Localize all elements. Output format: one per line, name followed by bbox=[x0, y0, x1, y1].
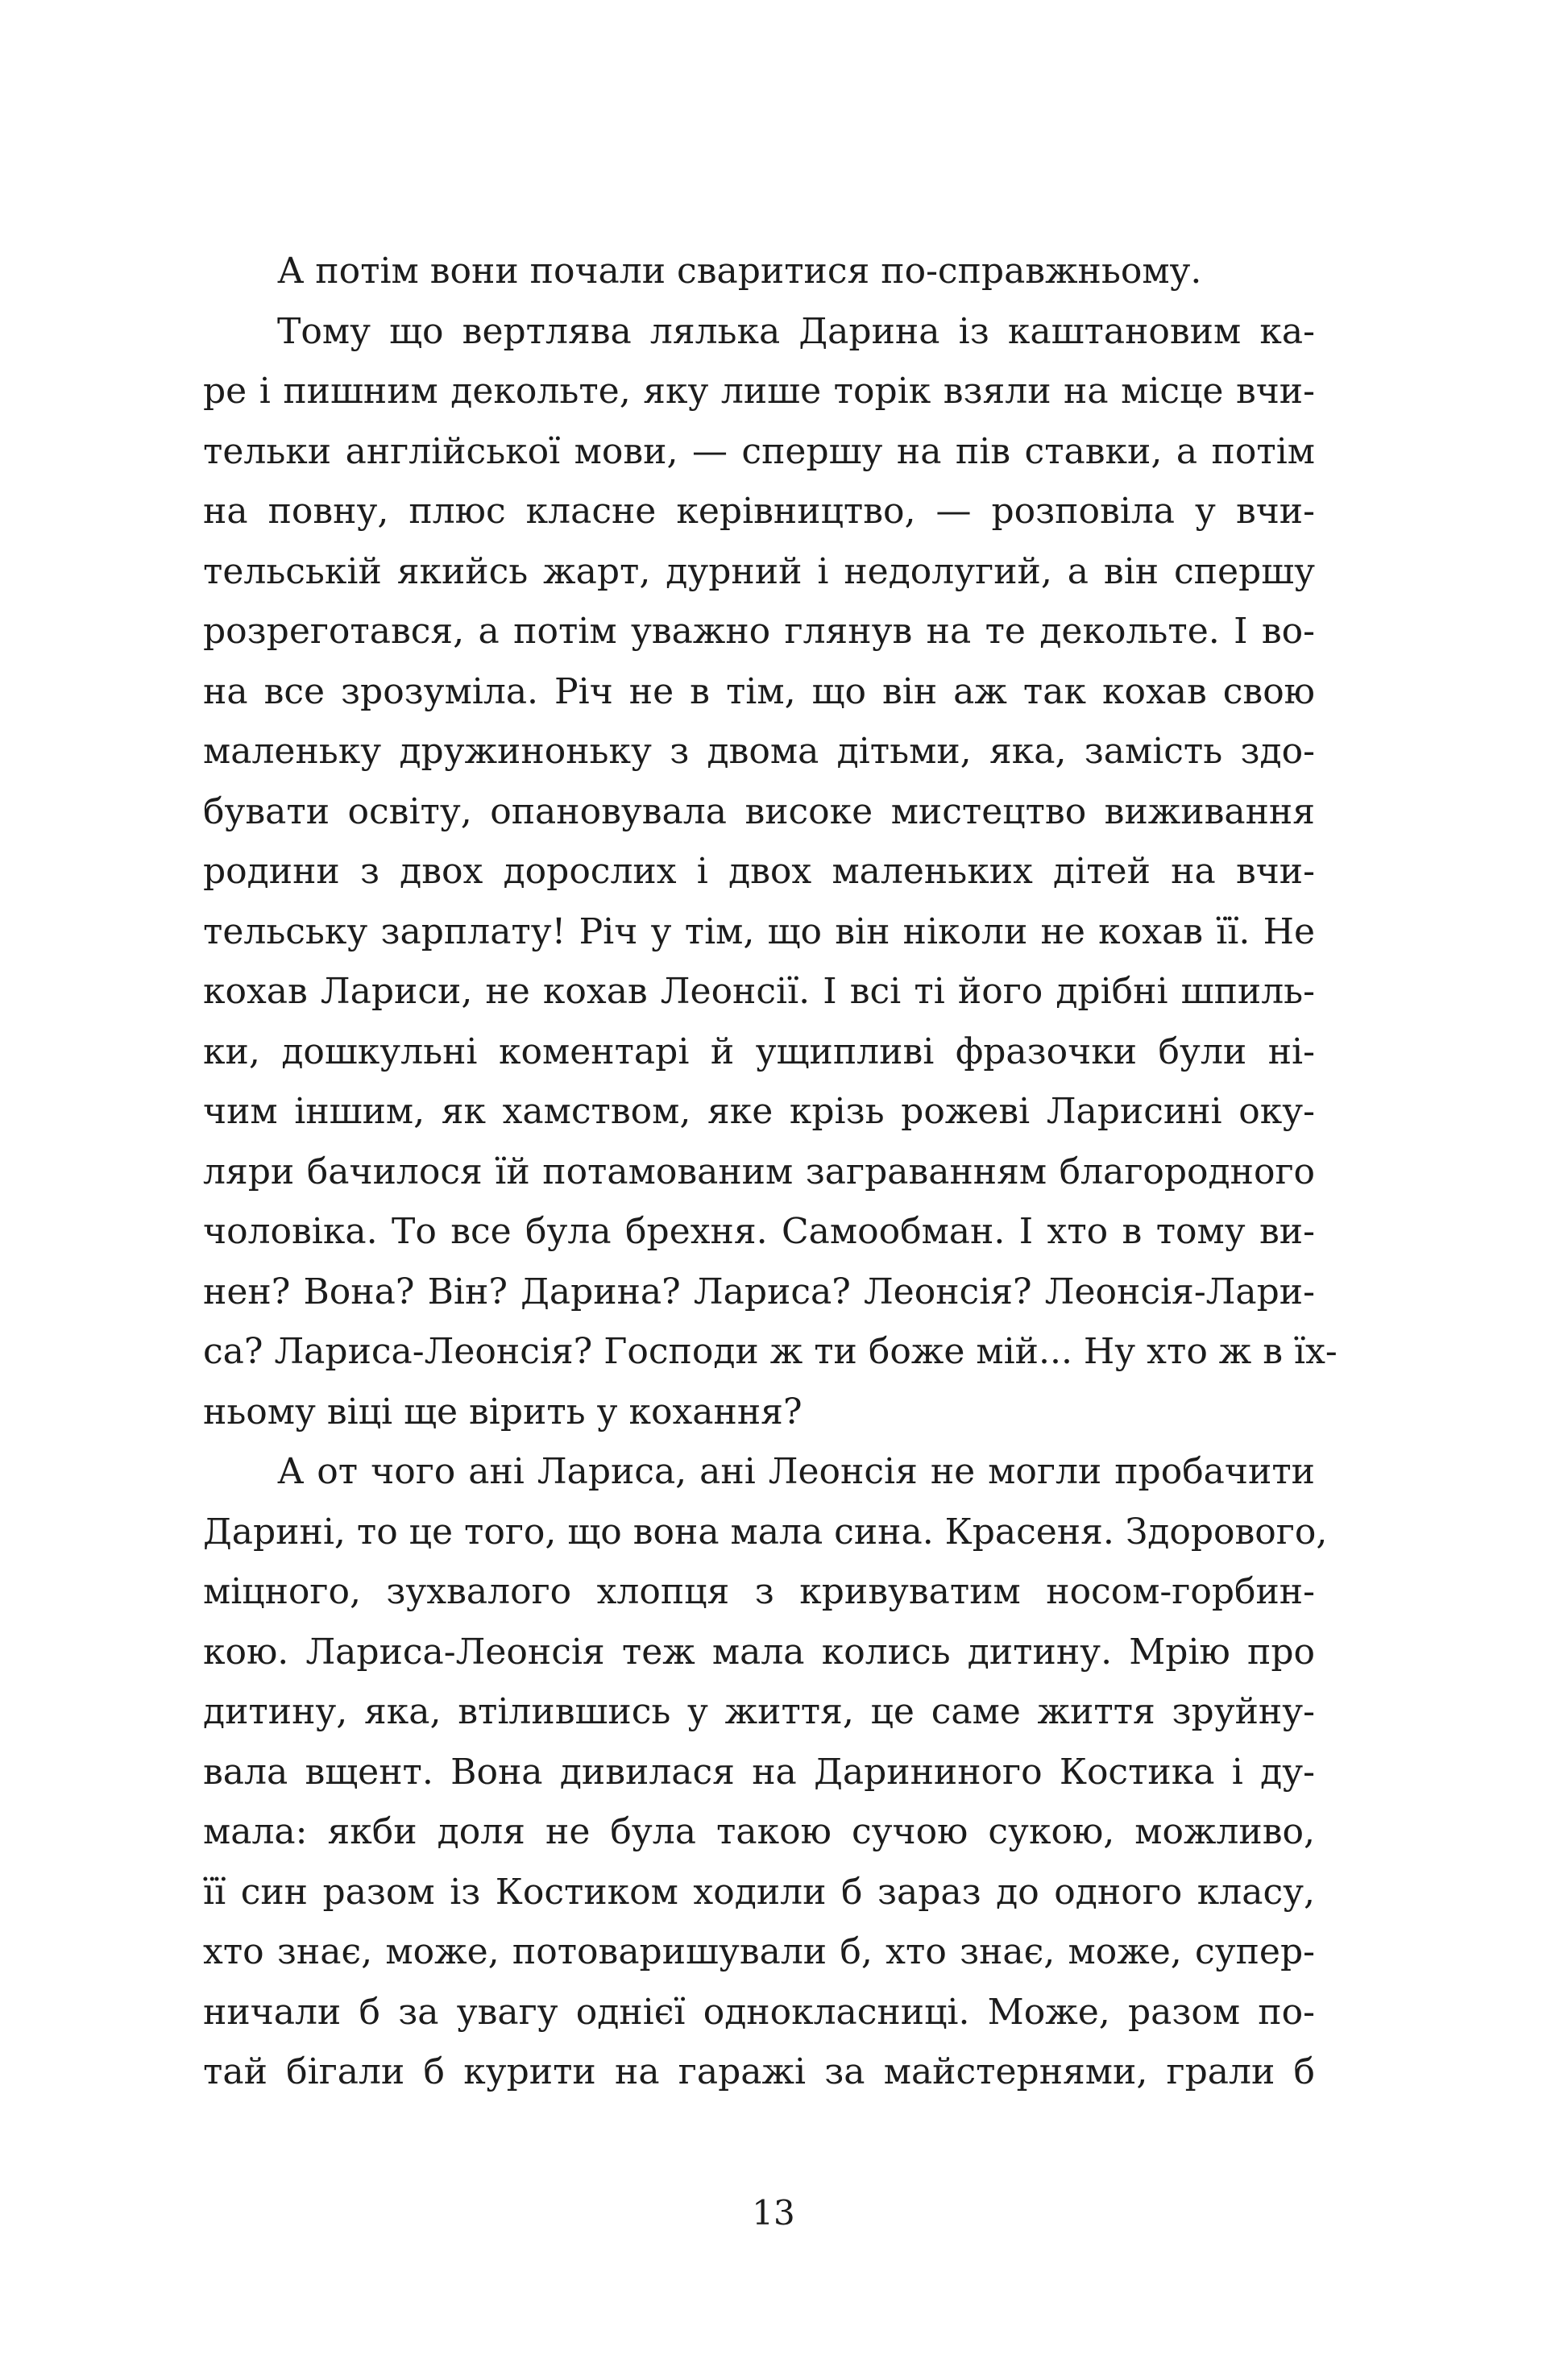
text-line: кохав Лариси, не кохав Леонсії. І всі ті його дрібні шпиль- bbox=[203, 971, 1315, 1012]
text-line: чоловіка. То все була брехня. Самообман. І хто в тому ви- bbox=[203, 1211, 1315, 1252]
text-line: кою. Лариса-Леонсія теж мала колись дитину. Мрію про bbox=[203, 1631, 1315, 1673]
text-line: на все зрозуміла. Річ не в тім, що він аж так кохав свою bbox=[203, 670, 1315, 712]
text-line: маленьку дружиноньку з двома дітьми, яка, замість здо- bbox=[203, 731, 1315, 772]
text-line: розреготався, а потім уважно глянув на те декольте. І во- bbox=[203, 611, 1315, 652]
text-line: на повну, плюс класне керівництво, — розповіла у вчи- bbox=[203, 491, 1315, 532]
body-text bbox=[203, 242, 1338, 2103]
text-line: бувати освіту, опановувала високе мистецтво виживання bbox=[203, 790, 1315, 832]
text-line: її син разом із Костиком ходили б зараз до одного класу, bbox=[203, 1871, 1315, 1913]
text-line: ляри бачилося їй потамованим заграванням благородного bbox=[203, 1151, 1315, 1192]
text-line: А потім вони почали сваритися по-справжньому. bbox=[277, 251, 1202, 292]
text-line: тельську зарплату! Річ у тім, що він ніколи не кохав її. Не bbox=[203, 910, 1315, 952]
text-line: ничали б за увагу однієї однокласниці. Може, разом по- bbox=[203, 1991, 1315, 2033]
text-line: А от чого ані Лариса, ані Леонсія не могли пробачити bbox=[277, 1451, 1315, 1492]
text-line: вала вщент. Вона дивилася на Дарининого Костика і ду- bbox=[203, 1751, 1315, 1793]
page-number: 13 bbox=[752, 2193, 795, 2233]
text-line: Тому що вертлява лялька Дарина із каштановим ка- bbox=[277, 310, 1315, 352]
text-line: тельки англійської мови, — спершу на пів ставки, а потім bbox=[203, 430, 1315, 472]
text-line: ньому віці ще вірить у кохання? bbox=[203, 1391, 803, 1433]
text-line: ки, дошкульні коментарі й ущипливі фразочки були ні- bbox=[203, 1030, 1315, 1072]
text-line: Дарині, то це того, що вона мала сина. Красеня. Здорового, bbox=[203, 1511, 1328, 1553]
text-line: мала: якби доля не була такою сучою сукою, можливо, bbox=[203, 1811, 1315, 1852]
text-line: са? Лариса-Леонсія? Господи ж ти боже мій... Ну хто ж в їх- bbox=[203, 1331, 1338, 1372]
text-line: ре і пишним декольте, яку лише торік взяли на місце вчи- bbox=[203, 371, 1315, 412]
text-line: дитину, яка, втілившись у життя, це саме життя зруйну- bbox=[203, 1691, 1315, 1732]
text-line: тай бігали б курити на гаражі за майстернями, грали б bbox=[203, 2051, 1315, 2092]
text-line: нен? Вона? Він? Дарина? Лариса? Леонсія? Леонсія-Лари- bbox=[203, 1271, 1315, 1312]
text-line: чим іншим, як хамством, яке крізь рожеві Ларисині оку- bbox=[203, 1091, 1315, 1132]
text-line: тельській якийсь жарт, дурний і недолугий, а він спершу bbox=[203, 550, 1315, 592]
text-line: міцного, зухвалого хлопця з кривуватим носом-горбин- bbox=[203, 1571, 1315, 1612]
text-line: родини з двох дорослих і двох маленьких дітей на вчи- bbox=[203, 851, 1315, 892]
text-line: хто знає, може, потоваришували б, хто знає, може, супер- bbox=[203, 1931, 1315, 1972]
